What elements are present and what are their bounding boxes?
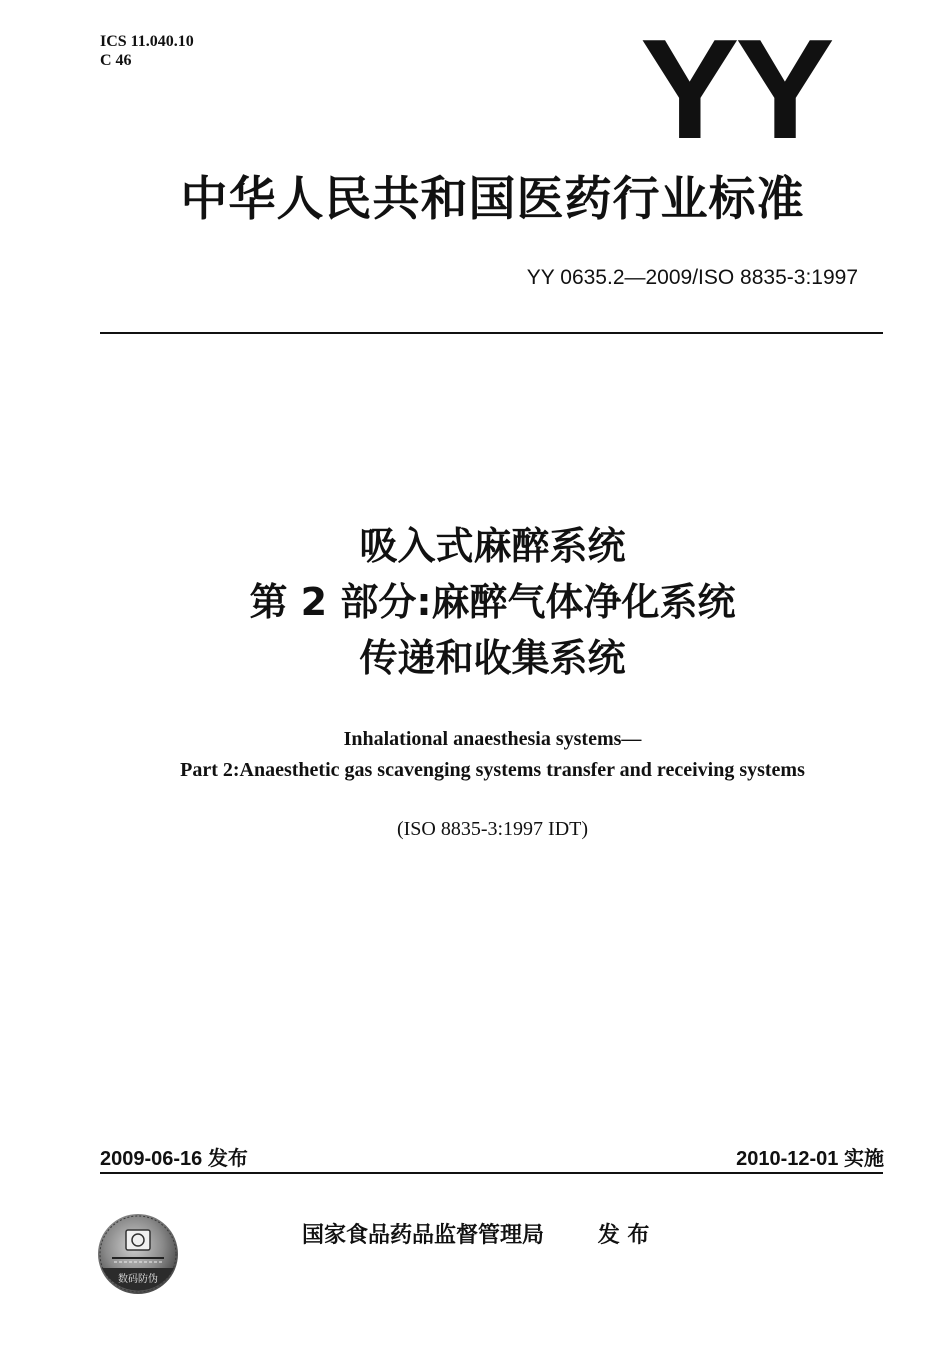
chinese-title-line-2: 第 2 部分:麻醉气体净化系统 [249,580,736,624]
chinese-title-line-3: 传递和收集系统 [359,636,626,680]
footer-divider [100,1172,883,1174]
issue-date: 2009-06-16 发布 [100,1148,248,1170]
standard-body-title: 中华人民共和国医药行业标准 [180,172,805,227]
iso-reference: (ISO 8835-3:1997 IDT) [396,818,589,840]
header-divider [100,332,883,334]
seal-bottom-text: 数码防伪 [118,1274,158,1285]
standard-number: YY 0635.2—2009/ISO 8835-3:1997 [526,266,858,289]
chinese-title [0,518,950,686]
english-title [0,724,950,786]
yy-logo: YY [640,10,831,169]
anti-counterfeit-seal-icon [96,1212,180,1296]
chinese-title-line-1: 吸入式麻醉系统 [359,524,626,568]
issuer-name: 国家食品药品监督管理局 [302,1223,545,1248]
classification-codes [100,32,194,70]
english-title-line-2: Part 2:Anaesthetic gas scavenging systems transfer and receiving systems [180,759,805,781]
issue-label: 发 布 [597,1223,650,1248]
issuer-line [302,1218,649,1249]
ccs-code: C 46 [100,52,132,69]
ics-code: ICS 11.040.10 [100,33,194,50]
implementation-date: 2010-12-01 实施 [736,1148,884,1170]
english-title-line-1: Inhalational anaesthesia systems— [343,728,642,750]
